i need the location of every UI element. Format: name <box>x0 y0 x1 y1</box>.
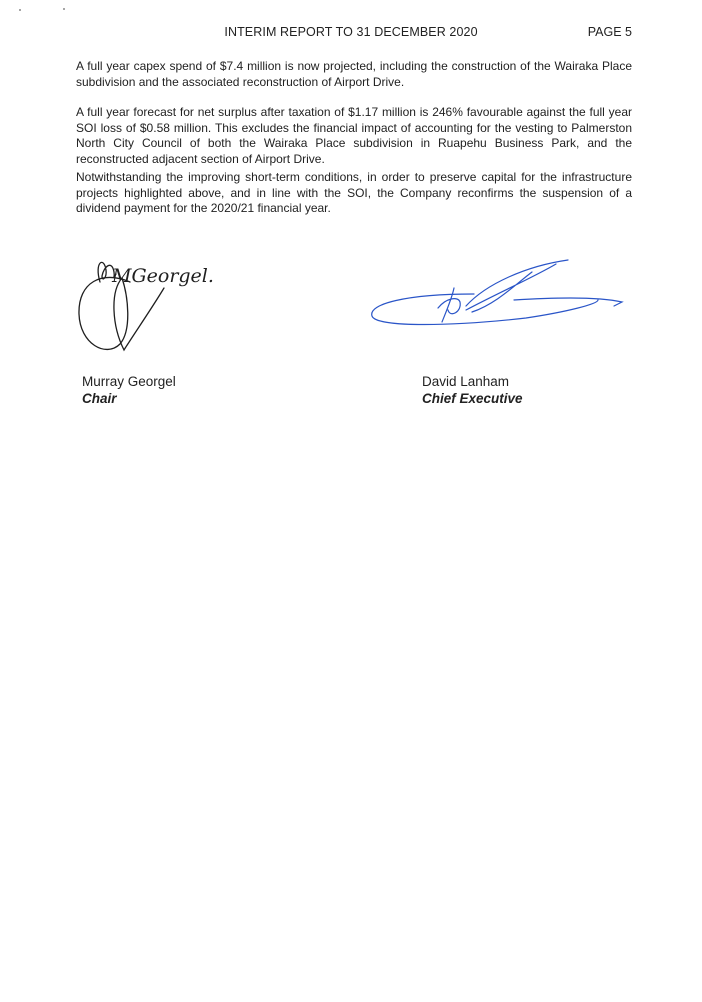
scan-speck <box>63 8 65 10</box>
scan-speck <box>19 9 21 11</box>
ceo-signature <box>366 254 628 334</box>
chair-signature <box>72 252 222 362</box>
paragraph-forecast: A full year forecast for net surplus after taxation of $1.17 million is 246% favourable against the full year SOI loss of $0.58 million. This excludes the financial impact of accounting for the vesting to Palmerston North City Council of both the Wairaka Place subdivision in Ruapehu Business Park, and the reconstructed adjacent section of Airport Drive. <box>76 105 632 166</box>
ceo-role: Chief Executive <box>422 391 523 406</box>
ceo-name: David Lanham <box>422 374 510 389</box>
page-number: PAGE 5 <box>587 25 632 39</box>
paragraph-capex: A full year capex spend of $7.4 million is now projected, including the construction of the Wairaka Place subdivision and the associated reconstruction of Airport Drive. <box>76 59 632 89</box>
chair-role: Chair <box>82 391 117 406</box>
paragraph-dividend: Notwithstanding the improving short-term conditions, in order to preserve capital for the infrastructure projects highlighted above, and in line with the SOI, the Company reconfirms the suspension of a dividend payment for the 2020/21 financial year. <box>76 170 632 215</box>
chair-signatory <box>82 373 176 407</box>
chair-name: Murray Georgel <box>82 374 176 389</box>
ceo-signatory <box>422 373 523 407</box>
report-title: INTERIM REPORT TO 31 DECEMBER 2020 <box>224 25 478 39</box>
chair-signature-script: MGeorgel. <box>112 265 214 287</box>
